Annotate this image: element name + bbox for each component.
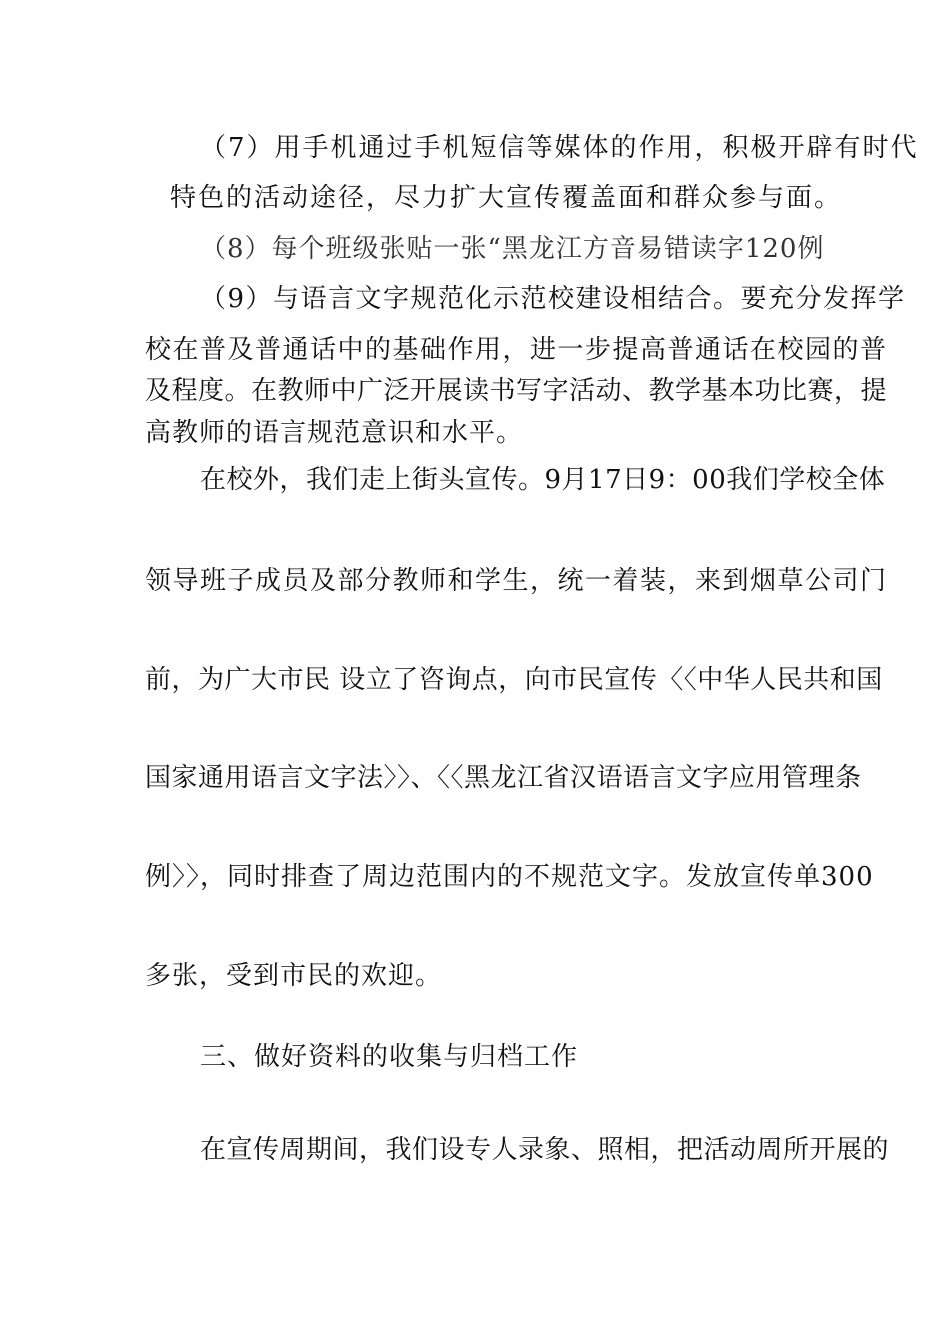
paragraph-street-line-3: 前，为广大市民 设立了咨询点，向市民宣传〈〈中华人民共和国: [145, 665, 883, 695]
paragraph-street-line-2: 领导班子成员及部分教师和学生，统一着装，来到烟草公司门: [145, 566, 888, 596]
paragraph-7-line-2: 特色的活动途径，尽力扩大宣传覆盖面和群众参与面。: [170, 183, 843, 213]
paragraph-9-line-2: 校在普及普通话中的基础作用，进一步提高普通话在校园的普: [145, 335, 888, 365]
paragraph-archive-line-1: 在宣传周期间，我们设专人录象、照相，把活动周所开展的: [200, 1135, 890, 1165]
paragraph-street-line-4: 国家通用语言文字法〉〉、〈〈黑龙江省汉语语言文字应用管理条: [145, 763, 862, 793]
paragraph-9-line-1: （9）与语言文字规范化示范校建设相结合。要充分发挥学: [200, 284, 906, 314]
section-heading-3: 三、做好资料的收集与归档工作: [200, 1042, 579, 1072]
paragraph-street-line-6: 多张，受到市民的欢迎。: [145, 961, 443, 991]
paragraph-9-line-3: 及程度。在教师中广泛开展读书写字活动、教学基本功比赛，提: [145, 376, 888, 406]
paragraph-7-line-1: （7）用手机通过手机短信等媒体的作用，积极开辟有时代: [200, 133, 919, 163]
paragraph-street-line-5: 例〉〉，同时排查了周边范围内的不规范文字。发放宣传单300: [145, 862, 874, 892]
paragraph-street-line-1: 在校外，我们走上街头宣传。9月17日9：00我们学校全体: [200, 465, 886, 495]
paragraph-9-line-4: 高教师的语言规范意识和水平。: [145, 418, 524, 448]
paragraph-8-line-1: （8）每个班级张贴一张“黑龙江方音易错读字120例: [200, 234, 825, 264]
